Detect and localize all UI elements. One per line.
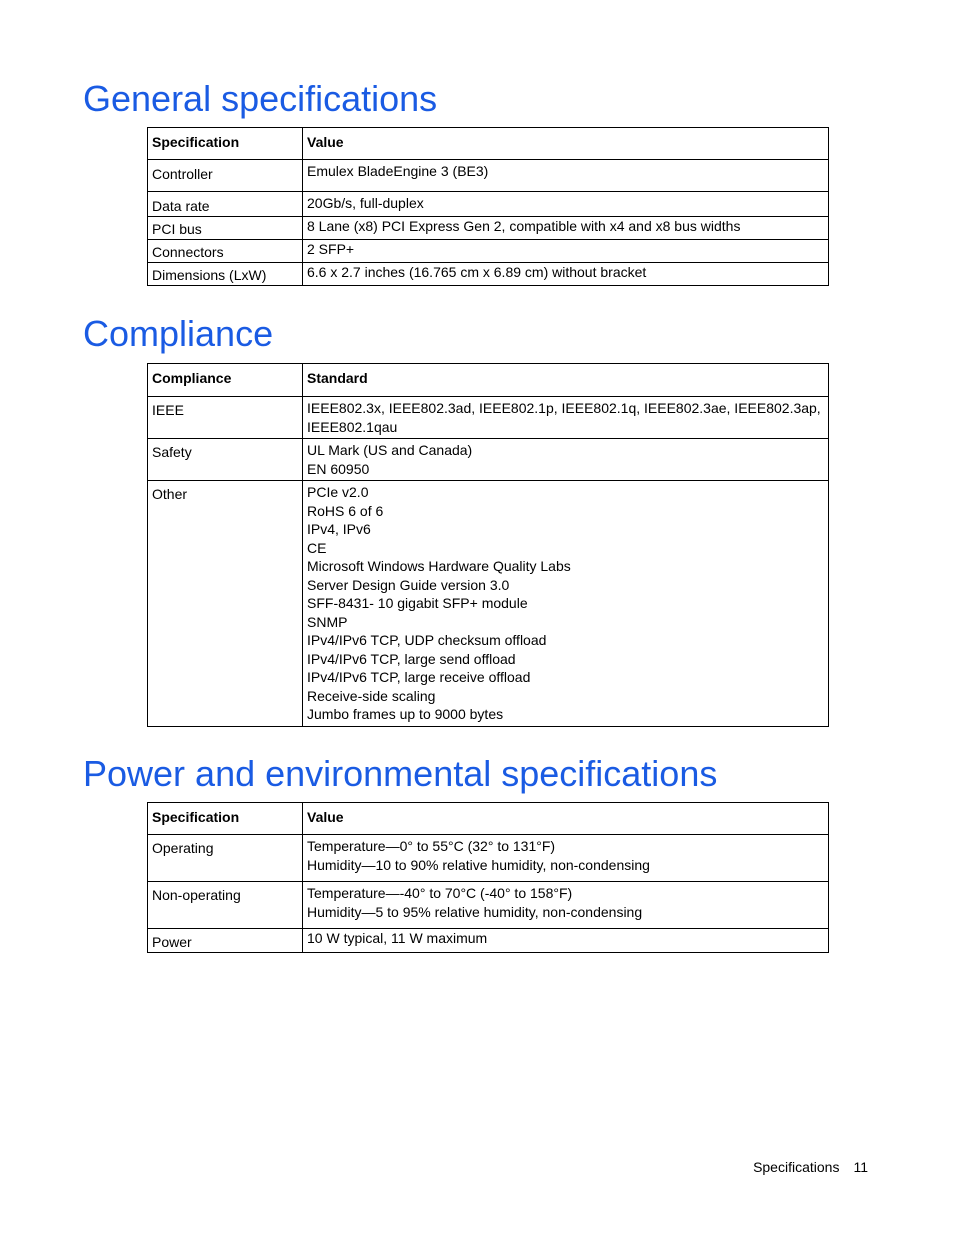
- spec-value-cell: Temperature—-40° to 70°C (-40° to 158°F) Humidity—5 to 95% relative humidity, non-condensing: [303, 882, 829, 929]
- power-environmental-heading: Power and environmental specifications: [83, 753, 718, 794]
- spec-name-cell: Connectors: [148, 239, 303, 262]
- spec-name-cell: Non-operating: [148, 882, 303, 929]
- table-header-row: [148, 364, 829, 397]
- spec-value-cell: 8 Lane (x8) PCI Express Gen 2, compatible with x4 and x8 bus widths: [303, 216, 829, 239]
- compliance-table: [147, 363, 829, 727]
- compliance-heading: Compliance: [83, 313, 274, 354]
- general-specifications-heading: General specifications: [83, 78, 438, 119]
- table-row: [148, 929, 829, 953]
- table-row: [148, 397, 829, 439]
- column-header: Compliance: [148, 364, 303, 397]
- page-footer: [753, 1158, 868, 1176]
- compliance-standard-cell: IEEE802.3x, IEEE802.3ad, IEEE802.1p, IEEE802.1q, IEEE802.3ae, IEEE802.3ap, IEEE802.1qau: [303, 397, 829, 439]
- spec-value-cell: 6.6 x 2.7 inches (16.765 cm x 6.89 cm) without bracket: [303, 262, 829, 285]
- general-specifications-table: [147, 127, 829, 286]
- column-header: Value: [303, 128, 829, 160]
- table-header-row: [148, 128, 829, 160]
- table-row: [148, 216, 829, 239]
- table-row: [148, 160, 829, 192]
- column-header: Specification: [148, 128, 303, 160]
- column-header: Specification: [148, 803, 303, 835]
- power-environmental-table: [147, 802, 829, 953]
- spec-value-cell: 10 W typical, 11 W maximum: [303, 929, 829, 953]
- spec-name-cell: Data rate: [148, 192, 303, 217]
- compliance-name-cell: IEEE: [148, 397, 303, 439]
- spec-value-cell: 20Gb/s, full-duplex: [303, 192, 829, 217]
- page-number: 11: [853, 1159, 868, 1175]
- table-row: [148, 239, 829, 262]
- table-row: [148, 439, 829, 481]
- table-row: [148, 835, 829, 882]
- footer-section-label: Specifications: [753, 1159, 840, 1175]
- spec-value-cell: Emulex BladeEngine 3 (BE3): [303, 160, 829, 192]
- column-header: Standard: [303, 364, 829, 397]
- table-row: [148, 192, 829, 217]
- table-header-row: [148, 803, 829, 835]
- spec-name-cell: Power: [148, 929, 303, 953]
- table-row: [148, 481, 829, 727]
- compliance-standard-cell: PCIe v2.0 RoHS 6 of 6 IPv4, IPv6 CE Microsoft Windows Hardware Quality Labs Server Design Guide version 3.0 SFF-8431- 10 gigabit SFP+ module SNMP IPv4/IPv6 TCP, UDP checksum offload IPv4/IPv6 TCP, large send offload IPv4/IPv6 TCP, large receive offload Receive-side scaling Jumbo frames up to 9000 bytes: [303, 481, 829, 727]
- column-header: Value: [303, 803, 829, 835]
- compliance-name-cell: Other: [148, 481, 303, 727]
- compliance-standard-cell: UL Mark (US and Canada) EN 60950: [303, 439, 829, 481]
- spec-name-cell: Operating: [148, 835, 303, 882]
- compliance-name-cell: Safety: [148, 439, 303, 481]
- spec-value-cell: 2 SFP+: [303, 239, 829, 262]
- spec-name-cell: PCI bus: [148, 216, 303, 239]
- table-row: [148, 882, 829, 929]
- spec-value-cell: Temperature—0° to 55°C (32° to 131°F) Humidity—10 to 90% relative humidity, non-condensing: [303, 835, 829, 882]
- table-row: [148, 262, 829, 285]
- spec-name-cell: Dimensions (LxW): [148, 262, 303, 285]
- spec-name-cell: Controller: [148, 160, 303, 192]
